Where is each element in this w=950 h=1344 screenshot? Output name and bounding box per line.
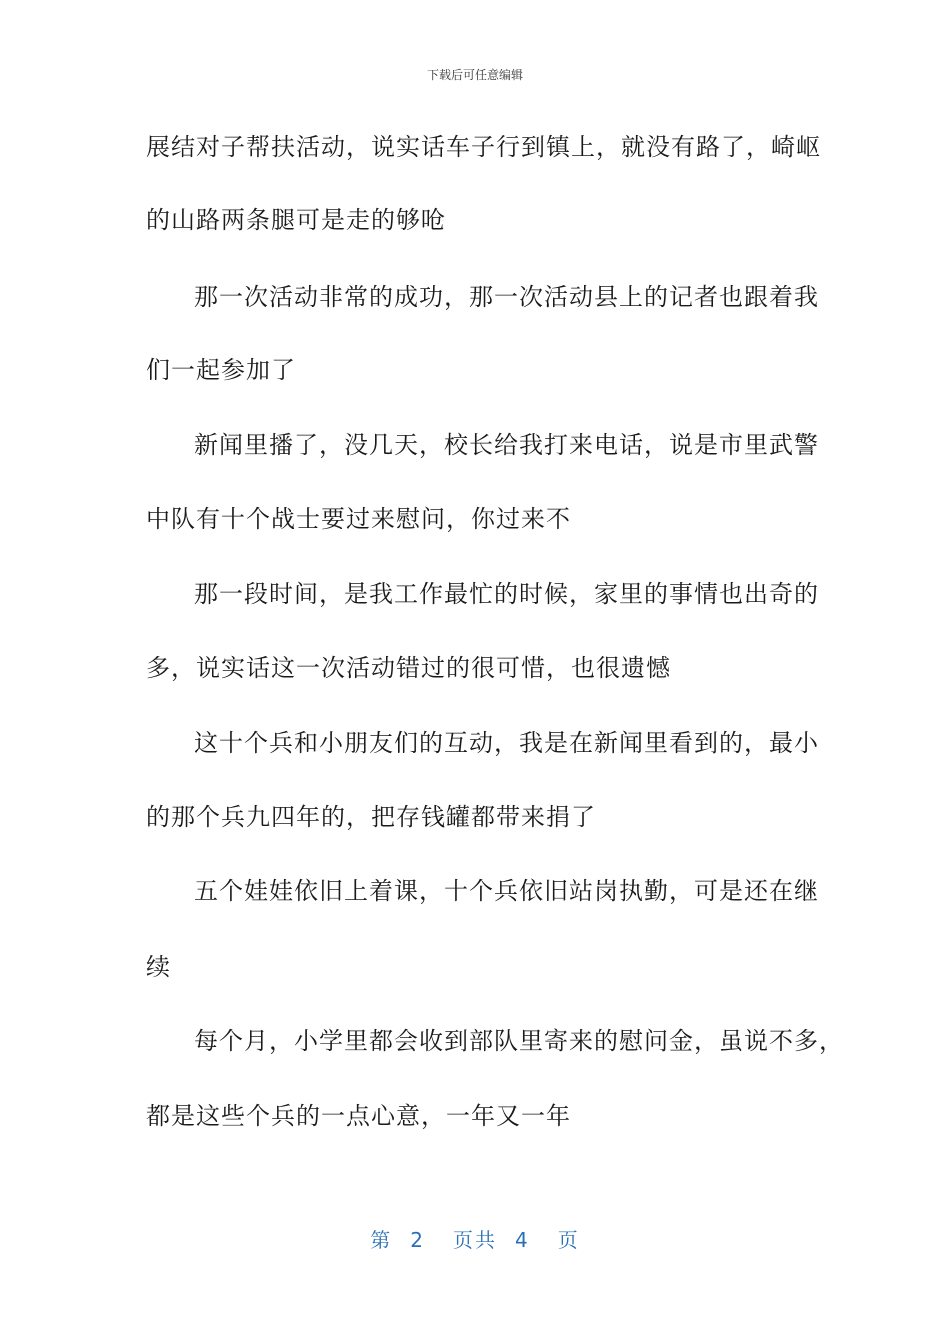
paragraph-start-line: 新闻里播了，没几天，校长给我打来电话，说是市里武警 [194, 431, 819, 459]
body-line: 展结对子帮扶活动，说实话车子行到镇上，就没有路了，崎岖 [146, 133, 821, 161]
paragraph-start-line: 这十个兵和小朋友们的互动，我是在新闻里看到的，最小 [194, 729, 819, 757]
paragraph-start-line: 那一段时间，是我工作最忙的时候，家里的事情也出奇的 [194, 580, 819, 608]
paragraph-start-line: 那一次活动非常的成功，那一次活动县上的记者也跟着我 [194, 283, 819, 311]
body-line: 都是这些个兵的一点心意，一年又一年 [146, 1102, 571, 1130]
paragraph-start-line: 五个娃娃依旧上着课，十个兵依旧站岗执勤，可是还在继 [194, 877, 819, 905]
total-pages-number: 4 [515, 1228, 530, 1252]
footer-suffix: 页 [557, 1228, 580, 1252]
body-line: 续 [146, 953, 171, 981]
body-line: 中队有十个战士要过来慰问，你过来不 [146, 505, 571, 533]
footer-middle: 页共 [453, 1228, 497, 1252]
body-line: 多，说实话这一次活动错过的很可惜，也很遗憾 [146, 654, 671, 682]
body-line: 的那个兵九四年的，把存钱罐都带来捐了 [146, 803, 596, 831]
footer-prefix: 第 [370, 1228, 393, 1252]
current-page-number: 2 [410, 1228, 425, 1252]
body-line: 的山路两条腿可是走的够呛 [146, 206, 446, 234]
body-line: 们一起参加了 [146, 356, 296, 384]
page-footer [0, 1224, 950, 1253]
paragraph-start-line: 每个月，小学里都会收到部队里寄来的慰问金，虽说不多， [194, 1027, 844, 1055]
page-header: 下载后可任意编辑 [426, 68, 523, 82]
